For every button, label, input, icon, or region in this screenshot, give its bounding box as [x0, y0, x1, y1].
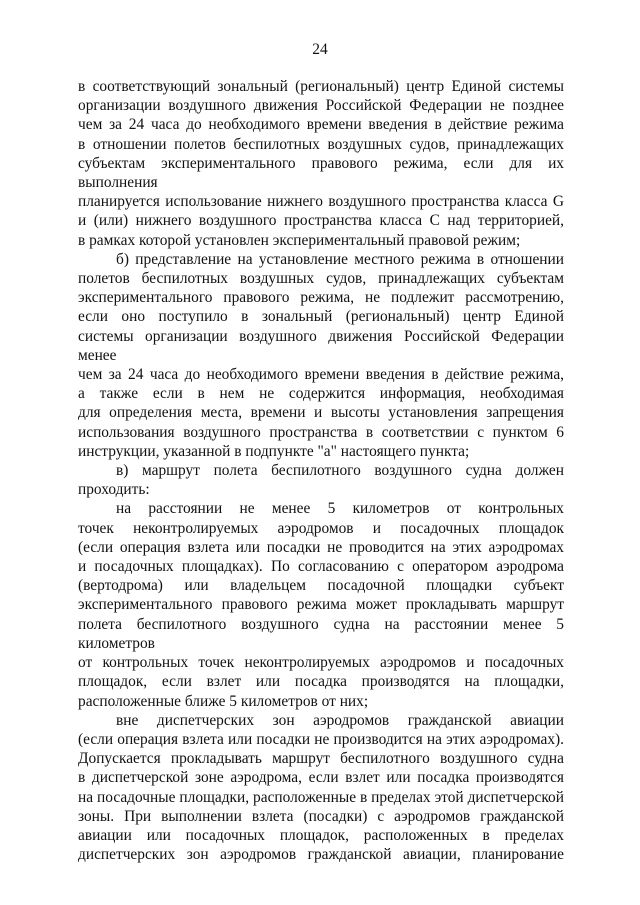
page-number: 24 [312, 41, 328, 58]
text-line: системы организации воздушного движения Российской Федерации менее [78, 327, 564, 364]
text-line: экспериментального правового режима, не подлежит рассмотрению, [78, 289, 564, 307]
text-line: точек неконтролируемых аэродромов и посадочных площадок [78, 519, 564, 537]
text-line: площадок, если взлет или посадка производятся на площадки, [78, 673, 564, 691]
text-line: вне диспетчерских зон аэродромов гражданской авиации [116, 711, 564, 729]
text-line: диспетчерских зон аэродромов гражданской авиации, планирование [78, 846, 564, 864]
text-line: на посадочные площадки, расположенные в пределах этой диспетчерской [78, 788, 564, 806]
text-line: в соответствующий зональный (региональный) центр Единой системы [78, 78, 564, 95]
text-line: (если операция взлета или посадки не проводится на этих аэродромах [78, 538, 564, 556]
text-line: и (или) нижнего воздушного пространства класса C над территорией, [78, 212, 564, 230]
text-line: полета беспилотного воздушного судна на расстоянии менее 5 километров [78, 615, 564, 652]
text-line: экспериментального правового режима может прокладывать маршрут [78, 596, 564, 614]
text-line: организации воздушного движения Российской Федерации не позднее [78, 97, 564, 115]
text-line: чем за 24 часа до необходимого времени введения в действие режима, [78, 366, 564, 384]
text-line: а также если в нем не содержится информация, необходимая [78, 385, 564, 403]
text-line: планируется использование нижнего воздушного пространства класса G [78, 193, 564, 211]
text-line: зоны. При выполнении взлета (посадки) с аэродромов гражданской [78, 807, 564, 825]
text-line: авиации или посадочных площадок, расположенных в пределах [78, 826, 564, 844]
text-line: в отношении полетов беспилотных воздушных судов, принадлежащих [78, 135, 564, 153]
text-line: и посадочных площадках). По согласованию с оператором аэродрома [78, 558, 564, 576]
text-line: (вертодрома) или владельцем посадочной площадки субъект [78, 577, 564, 595]
text-line: использования воздушного пространства в соответствии с пунктом 6 [78, 423, 564, 441]
text-line: для определения места, времени и высоты установления запрещения [78, 404, 564, 422]
text-line: инструкции, указанной в подпункте "а" настоящего пункта; [78, 442, 470, 460]
text-line: в) маршрут полета беспилотного воздушного судна должен [116, 462, 564, 480]
text-line: в диспетчерской зоне аэродрома, если взлет или посадка производятся [78, 769, 564, 787]
body-text [78, 77, 564, 864]
text-line: от контрольных точек неконтролируемых аэродромов и посадочных [78, 654, 564, 672]
text-line: Допускается прокладывать маршрут беспилотного воздушного судна [78, 750, 564, 768]
text-line: проходить: [78, 481, 150, 499]
text-line: если оно поступило в зональный (региональный) центр Единой [78, 308, 564, 326]
text-line: в рамках которой установлен экспериментальный правовой режим; [78, 231, 521, 249]
text-line: расположенные ближе 5 километров от них; [78, 692, 369, 710]
text-line: на расстоянии не менее 5 километров от контрольных [116, 500, 564, 518]
text-line: (если операция взлета или посадки не производится на этих аэродромах). [78, 730, 564, 748]
text-line: б) представление на установление местного режима в отношении [116, 250, 564, 268]
text-line: субъектам экспериментального правового режима, если для их выполнения [78, 154, 564, 192]
text-line: полетов беспилотных воздушных судов, принадлежащих субъектам [78, 270, 564, 288]
text-line: чем за 24 часа до необходимого времени введения в действие режима [78, 116, 564, 134]
